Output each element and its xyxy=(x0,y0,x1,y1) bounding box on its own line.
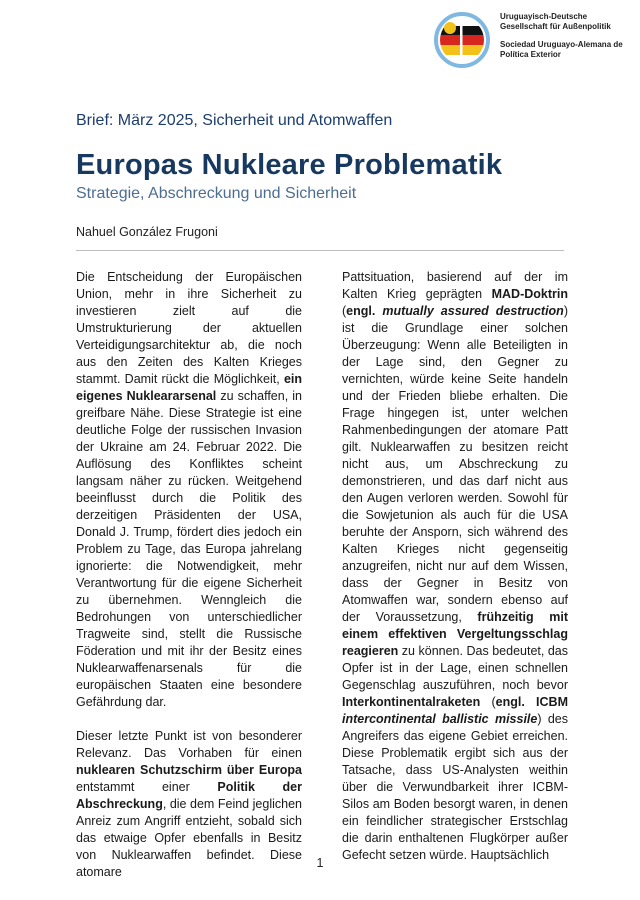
author-name: Nahuel González Frugoni xyxy=(76,225,218,239)
page-number: 1 xyxy=(316,856,324,870)
paragraph xyxy=(76,269,302,711)
org-logo xyxy=(434,12,490,68)
text-run: ( xyxy=(342,304,347,318)
organization-names xyxy=(500,12,636,60)
bold-phrase: engl. ICBM xyxy=(495,695,568,709)
text-run: ( xyxy=(480,695,496,709)
text-run: entstammt einer xyxy=(76,780,218,794)
text-run: zu schaffen, in greifbare Nähe. Diese Strategie ist eine deutliche Folge der russischen Invasion der Ukraine am 24. Februar 2022. Die Auflösung des Konfliktes scheint langsam näher zu rücken. Weitgehend beeinflusst durch die Politik des derzeitigen Präsidenten der USA, Donald J. Trump, fördert dies jedoch ein Problem zu Tage, das Europa jahrelang ignorierte: die Notwendigkeit, mehr Verantwortung für die eigene Sicherheit zu übernehmen. Wenngleich die Bedrohungen von unterschiedlicher Tragweite sind, stellt die Russische Föderation und mit ihr der Besitz eines Nuklearwaffenarsenals für die europäischen Staaten eine besondere Gefährdung dar. xyxy=(76,389,302,709)
text-run: ) ist die Grundlage einer solchen Überzeugung: Wenn alle Beteiligten in der Lage sind, den Gegner zu vernichten, würde keine Seite handeln und der Frieden bliebe erhalten. Die Frage hingegen ist, unter welchen Rahmenbedingungen der atomare Patt gilt. Nuklearwaffen zu besitzen reicht nicht aus, um Abschreckung zu demonstrieren, und das darf nicht aus den Augen verloren werden. Sowohl für die Sowjetunion als auch für die USA beruhte der Ansporn, sich während des Kalten Krieges nicht gegenseitig anzugreifen, nicht nur auf dem Wissen, dass der Gegner in Besitz von Atomwaffen war, sondern ebenso auf der Voraussetzung, xyxy=(342,304,568,624)
text-run: , die dem Feind jeglichen Anreiz zum Angriff entzieht, sobald sich das etwaige Opfer ebenfalls in Besitz von Nuklearwaffen befindet. Diese atomare xyxy=(76,797,302,879)
brief-line: Brief: März 2025, Sicherheit und Atomwaffen xyxy=(76,112,393,129)
bold-phrase: ein eigenes Nukleararsenal xyxy=(76,372,302,403)
bold-phrase: engl. xyxy=(346,304,383,318)
bold-phrase: frühzeitig mit einem effektiven Vergeltungsschlag reagieren xyxy=(342,610,569,658)
bold-phrase: nuklearen Schutzschirm über Europa xyxy=(76,763,302,777)
bold-italic-phrase: intercontinental ballistic missile xyxy=(342,712,538,726)
divider xyxy=(76,250,564,251)
bold-italic-phrase: mutually assured destruction xyxy=(382,304,564,318)
bold-phrase: MAD-Doktrin xyxy=(491,287,568,301)
page-title: Europas Nukleare Problematik xyxy=(76,149,503,181)
bold-phrase: Politik der Abschreckung xyxy=(76,780,302,811)
text-run: Pattsituation, basierend auf der im Kalten Krieg geprägten xyxy=(342,270,568,301)
paragraph xyxy=(342,269,568,864)
bold-phrase: Interkontinentalraketen xyxy=(342,695,481,709)
left-column xyxy=(76,269,302,879)
page-subtitle: Strategie, Abschreckung und Sicherheit xyxy=(76,185,357,202)
org-name-spanish: Sociedad Uruguayo-Alemana de Política Exterior xyxy=(500,40,623,59)
text-run: zu können. Das bedeutet, das Opfer ist in der Lage, einen schnellen Gegenschlag auszuführen, noch bevor xyxy=(342,644,568,692)
right-column xyxy=(342,269,569,862)
text-run: Dieser letzte Punkt ist von besonderer Relevanz. Das Vorhaben für einen xyxy=(76,729,302,760)
logo-globe-icon xyxy=(434,12,490,68)
text-run: Die Entscheidung der Europäischen Union, mehr in ihre Sicherheit zu investieren zielt auf die Umstrukturierung der aktuellen Verteidigungsarchitektur ab, die noch aus den Zeiten des Kalten Krieges stammt. Damit rückt die Möglichkeit, xyxy=(76,270,302,386)
text-run: ) des Angreifers das eigene Gebiet erreichen. Diese Problematik ergibt sich aus der Tatsache, dass US-Analysten weithin über die Verwundbarkeit ihrer ICBM-Silos am Boden besorgt waren, in denen ein feindlicher strategischer Erstschlag die darin enthaltenen Flugkörper außer Gefecht setzen würde. Hauptsächlich xyxy=(342,712,569,862)
org-name-german: Uruguayisch-Deutsche Gesellschaft für Außenpolitik xyxy=(500,12,611,31)
